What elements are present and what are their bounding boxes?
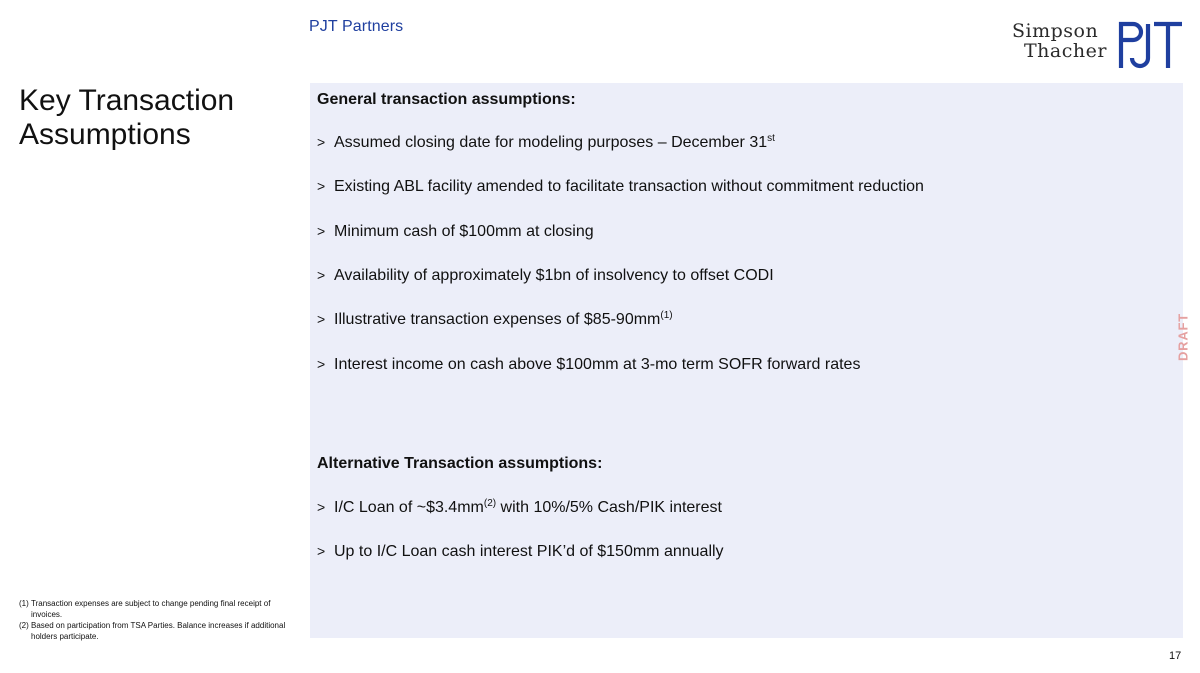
logo-line-2: Thacher (1024, 40, 1107, 62)
alternative-heading: Alternative Transaction assumptions: (317, 455, 603, 472)
footnote-number: (1) (19, 599, 29, 608)
footnotes (19, 598, 301, 642)
general-item: > Minimum cash of $100mm at closing (317, 223, 594, 240)
simpson-thacher-logo (1012, 21, 1107, 61)
page-number: 17 (1169, 650, 1182, 662)
bullet-marker: > (317, 311, 326, 327)
logo-line-1: Simpson (1012, 20, 1099, 42)
bullet-marker: > (317, 499, 326, 515)
footnote (19, 620, 301, 642)
pjt-logo (1118, 20, 1184, 70)
assumptions-panel (310, 83, 1183, 638)
footnote-text: Based on participation from TSA Parties. Balance increases if additional holders participate. (31, 621, 286, 641)
footnote-text: Transaction expenses are subject to change pending final receipt of invoices. (31, 599, 271, 619)
alternative-item: > I/C Loan of $\sim\$3.4mm^{(2)}$ with 10%/5% Cash/PIK interest (317, 498, 722, 516)
bullet-marker: > (317, 178, 326, 194)
bullet-marker: > (317, 356, 326, 372)
bullet-marker: > (317, 267, 326, 283)
header-brand: PJT Partners (309, 18, 404, 35)
alternative-item: > Up to I/C Loan cash interest PIK’d of $150mm annually (317, 543, 724, 560)
general-heading: General transaction assumptions: (317, 91, 576, 108)
general-item: > Interest income on cash above $100mm at 3-mo term SOFR forward rates (317, 356, 861, 373)
footnote (19, 598, 301, 620)
bullet-marker: > (317, 223, 326, 239)
footnote-number: (2) (19, 621, 29, 630)
draft-label: DRAFT (1175, 312, 1191, 362)
general-item: > Existing ABL facility amended to facilitate transaction without commitment reduction (317, 178, 924, 195)
general-item: > Assumed closing date for modeling purposes – December 31st (317, 133, 775, 151)
general-item: > Availability of approximately $1bn of insolvency to offset CODI (317, 267, 774, 284)
bullet-marker: > (317, 134, 326, 150)
page-title: Key Transaction Assumptions (19, 84, 235, 151)
general-item: > Illustrative transaction expenses of $\$85-90mm^{(1)}$ (317, 310, 673, 328)
bullet-marker: > (317, 543, 326, 559)
